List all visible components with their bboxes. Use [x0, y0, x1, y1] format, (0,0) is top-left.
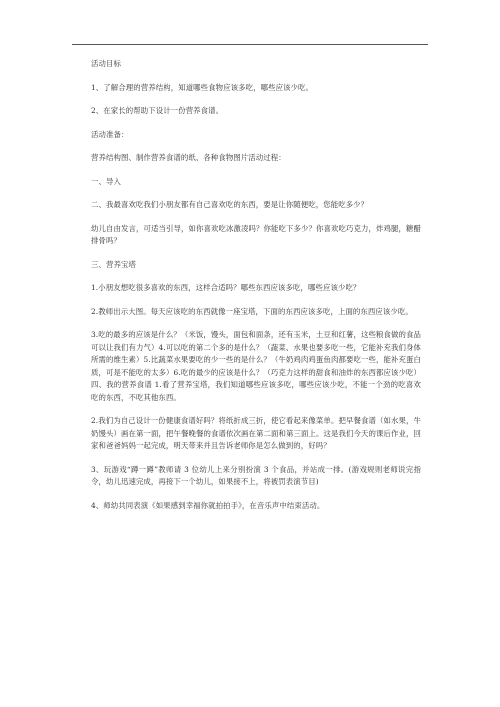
discussion-paragraph: 幼儿自由发言，可适当引导，如你喜欢吃冰激凌吗？你能吃下多少？你喜欢吃巧克力，炸鸡腿，糖醋排骨吗？ — [91, 223, 421, 245]
goal-item-2: 2、在家长的帮助下设计一份营养食谱。 — [91, 106, 224, 115]
section-heading-intro: 一、导入 — [91, 176, 121, 186]
goal-item-1: 1、了解合理的营养结构，知道哪些食物应该多吃，哪些应该少吃。 — [91, 82, 314, 92]
document-body — [91, 58, 421, 523]
pyramid-step-3: 3.吃的最多的应该是什么？（米饭，馒头，面包和面条，还有玉米，土豆和红薯，这些粮食做的食品可以让我们有力气）4.可以吃的第二个多的是什么？（蔬菜、水果也要多吃一些，它能补充我们身体所需的维生素）5.比蔬菜水果要吃的少一些的是什么？（牛奶鸡肉鸡蛋鱼肉都要吃一些，能补充蛋白质，可是不能吃的太多）6.吃的最少的应该是什么？（巧克力这样的甜食和油炸的东西都应该少吃）四、我的营养食谱 1.看了营养宝塔，我们知道哪些应该多吃，哪些应该少吃，不能一个劲的吃喜欢吃的东西，不吃其他东西。 — [91, 330, 421, 402]
pyramid-step-1: 1.小朋友想吃很多喜欢的东西，这样合适吗？哪些东西应该多吃，哪些应该少吃？ — [91, 283, 361, 292]
header-rule — [72, 44, 428, 45]
section-heading-preparation: 活动准备： — [91, 129, 129, 139]
menu-step-2: 2.我们为自己设计一份健康食谱好吗？将纸折成三折，使它看起来像菜单。把早餐食谱（如水果，牛奶馒头）画在第一面，把午餐晚餐的食谱依次画在第二面和第三面上。这是我们今天的课后作业，回家和爸爸妈妈一起完成，明天带来并且告诉老师你是怎么做到的，好吗？ — [91, 416, 421, 450]
closing-step-4: 4、师幼共同表演《如果感到幸福你就拍拍手》，在音乐声中结束活动。 — [91, 500, 325, 510]
preparation-text: 营养结构图、制作营养食谱的纸、各种食物图片活动过程： — [91, 153, 286, 162]
section-favorite-food: 二、我最喜欢吃我们小朋友都有自己喜欢吃的东西，要是让你随便吃，您能吃多少？ — [91, 200, 369, 209]
section-heading-goals: 活动目标 — [91, 59, 121, 68]
pyramid-step-2: 2.教师出示大图。每天应该吃的东西就像一座宝塔，下面的东西应该多吃，上面的东西应该少吃。 — [91, 306, 413, 316]
section-heading-pyramid: 三、营养宝塔 — [91, 259, 136, 269]
game-step-3: 3、玩游戏“蹲一蹲”教师请 3 位幼儿上来分别扮演 3 个食品，并站成一排。(游戏规则老师说完指令，幼儿迅速完成，再接下一个幼儿，如果接不上，将被罚表演节目) — [91, 464, 421, 486]
